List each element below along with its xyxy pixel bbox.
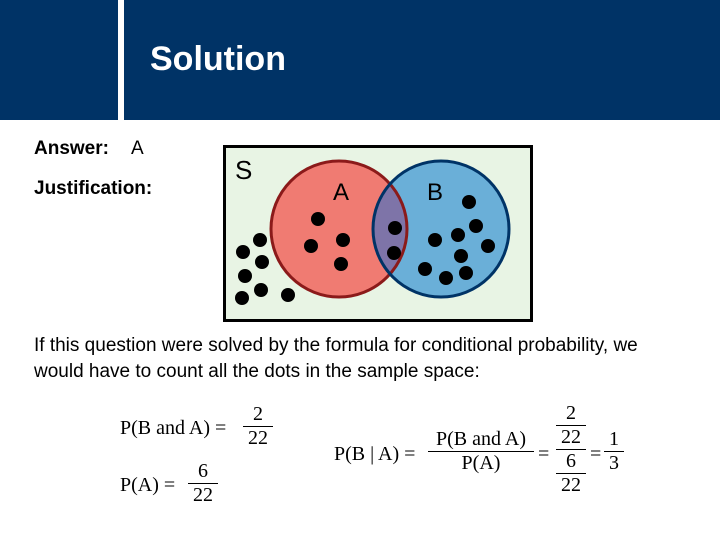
fraction-numerator: 6 [198, 460, 208, 482]
dot [454, 249, 468, 263]
header-bar [0, 0, 720, 120]
dot [235, 291, 249, 305]
fraction-numerator: 2 [253, 403, 263, 425]
dot [254, 283, 268, 297]
dot [462, 195, 476, 209]
fraction-conditional-def [428, 428, 534, 475]
dot [387, 246, 401, 260]
page-title: Solution [150, 40, 286, 78]
dot [238, 269, 252, 283]
equals-sign: = [538, 443, 550, 465]
denominator-top: 6 [566, 450, 576, 472]
fraction-denominator: P(A) [461, 452, 501, 474]
dot [428, 233, 442, 247]
dot [459, 266, 473, 280]
dot [418, 262, 432, 276]
sample-space-label: S [235, 155, 253, 185]
dot [388, 221, 402, 235]
fraction-denominator: 3 [609, 452, 619, 474]
formula-conditional-lhs: P(B | A) = [334, 443, 416, 465]
denominator-bottom: 22 [561, 474, 581, 496]
fraction-denominator: 22 [248, 427, 268, 449]
header-divider [118, 0, 124, 120]
justification-label: Justification: [34, 178, 153, 199]
equals-sign: = [590, 443, 602, 465]
answer-value: A [131, 138, 144, 159]
formula-p-a-lhs: P(A) = [120, 474, 176, 496]
answer-label: Answer: [34, 138, 109, 159]
formula-p-b-and-a-lhs: P(B and A) = [120, 417, 227, 439]
venn-diagram [223, 145, 533, 323]
dot [336, 233, 350, 247]
numerator-top: 2 [566, 402, 576, 424]
dot [451, 228, 465, 242]
dot [311, 212, 325, 226]
dot [255, 255, 269, 269]
fraction-denominator: 22 [193, 484, 213, 506]
fraction-numerator: 1 [609, 428, 619, 450]
dot [439, 271, 453, 285]
explanation-text: If this question were solved by the formula for conditional probability, we would have to count all the dots in the sample space: [34, 335, 638, 382]
dot [236, 245, 250, 259]
dot [304, 239, 318, 253]
numerator-bottom: 22 [561, 426, 581, 448]
fraction-numerator: P(B and A) [436, 428, 526, 450]
dot [334, 257, 348, 271]
fraction-p-b-and-a [243, 403, 273, 450]
dot [481, 239, 495, 253]
dot [281, 288, 295, 302]
set-a-label: A [333, 179, 350, 206]
fraction-result [604, 428, 624, 475]
fraction-p-a [188, 460, 218, 507]
dot [469, 219, 483, 233]
dot [253, 233, 267, 247]
set-b-label: B [427, 179, 444, 206]
compound-fraction [556, 402, 586, 497]
